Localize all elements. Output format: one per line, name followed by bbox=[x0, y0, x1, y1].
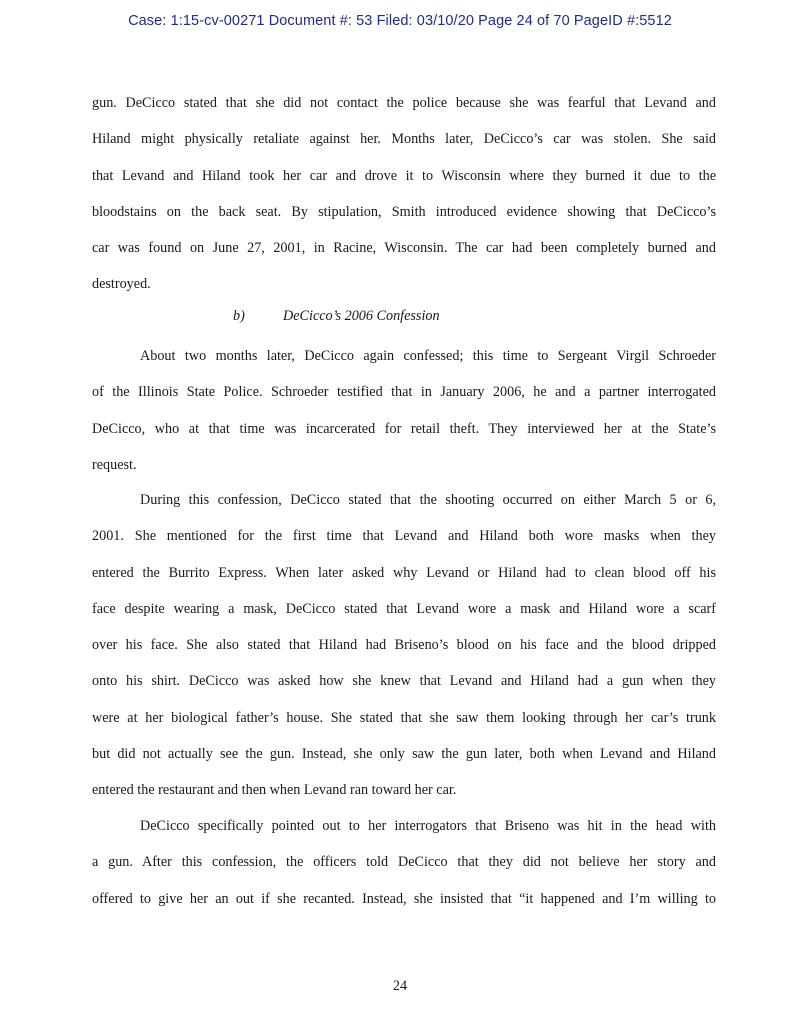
paragraph-1 bbox=[92, 85, 716, 303]
text-line: request. bbox=[92, 456, 137, 473]
text-line: During this confession, DeCicco stated that the shooting occurred on either March 5 or 6, bbox=[140, 492, 716, 508]
text-line: but did not actually see the gun. Instead, she only saw the gun later, both when Levand and Hiland bbox=[92, 746, 716, 763]
text-line: offered to give her an out if she recanted. Instead, she insisted that “it happened and I’m willing to bbox=[92, 890, 716, 907]
text-line: that Levand and Hiland took her car and drove it to Wisconsin where they burned it due to the bbox=[92, 167, 716, 184]
text-line: a gun. After this confession, the officers told DeCicco that they did not believe her story and bbox=[92, 854, 716, 871]
text-line: destroyed. bbox=[92, 276, 151, 293]
text-line: gun. DeCicco stated that she did not contact the police because she was fearful that Levand and bbox=[92, 95, 716, 111]
text-line: over his face. She also stated that Hiland had Briseno’s blood on his face and the blood dripped bbox=[92, 637, 716, 654]
text-line: Hiland might physically retaliate against her. Months later, DeCicco’s car was stolen. She said bbox=[92, 131, 716, 148]
text-line: DeCicco specifically pointed out to her interrogators that Briseno was hit in the head with bbox=[140, 818, 716, 834]
text-line: About two months later, DeCicco again confessed; this time to Sergeant Virgil Schroeder bbox=[140, 348, 716, 364]
text-line: entered the restaurant and then when Levand ran toward her car. bbox=[92, 782, 457, 799]
text-line: entered the Burrito Express. When later asked why Levand or Hiland had to clean blood off his bbox=[92, 564, 716, 581]
text-line: bloodstains on the back seat. By stipulation, Smith introduced evidence showing that DeCicco’s bbox=[92, 203, 716, 220]
text-line: of the Illinois State Police. Schroeder testified that in January 2006, he and a partner interrogated bbox=[92, 384, 716, 401]
subheading-title: DeCicco’s 2006 Confession bbox=[283, 308, 440, 324]
page-number: 24 bbox=[392, 978, 408, 994]
text-line: car was found on June 27, 2001, in Racine, Wisconsin. The car had been completely burned and bbox=[92, 240, 716, 257]
text-line: were at her biological father’s house. She stated that she saw them looking through her car’s trunk bbox=[92, 709, 716, 726]
paragraph-3 bbox=[92, 482, 716, 809]
paragraph-4 bbox=[92, 808, 716, 917]
text-line: face despite wearing a mask, DeCicco stated that Levand wore a mask and Hiland wore a scarf bbox=[92, 600, 716, 617]
text-line: 2001. She mentioned for the first time that Levand and Hiland both wore masks when they bbox=[92, 528, 716, 545]
text-line: onto his shirt. DeCicco was asked how she knew that Levand and Hiland had a gun when they bbox=[92, 673, 716, 690]
paragraph-2 bbox=[92, 338, 716, 483]
subheading-letter: b) bbox=[233, 308, 245, 324]
case-header: Case: 1:15-cv-00271 Document #: 53 Filed: 03/10/20 Page 24 of 70 PageID #:5512 bbox=[128, 13, 672, 29]
text-line: DeCicco, who at that time was incarcerated for retail theft. They interviewed her at the State’s bbox=[92, 420, 716, 437]
